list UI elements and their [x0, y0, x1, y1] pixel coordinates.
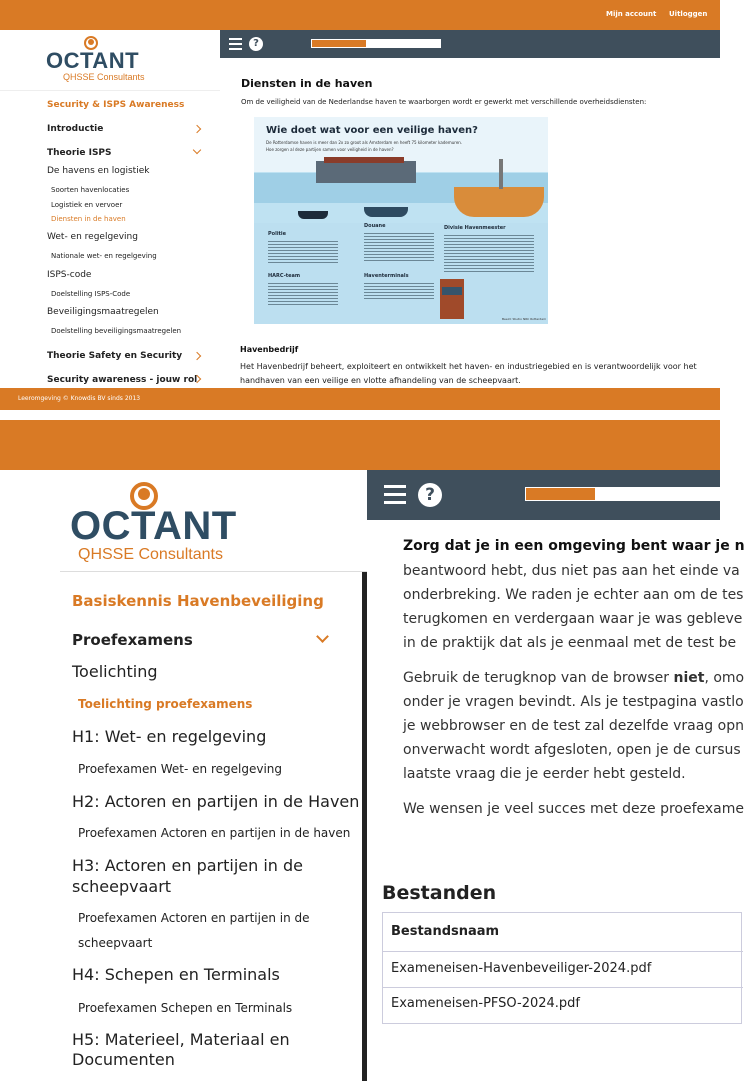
nav-h4-proefexamen[interactable]: Proefexamen Schepen en Terminals — [78, 1001, 293, 1015]
infographic-credit: Beeld: Studio NRC Rotterdam — [502, 317, 547, 321]
nav-wet-regelgeving[interactable]: Wet- en regelgeving — [47, 232, 138, 242]
nav-beveiligingsmaatregelen[interactable]: Beveiligingsmaatregelen — [47, 307, 159, 317]
logo[interactable] — [0, 30, 220, 86]
course-title[interactable]: Basiskennis Havenbeveiliging — [72, 592, 324, 610]
police-boat — [298, 211, 328, 219]
content-toolbar-top — [220, 30, 720, 58]
progress-bar — [525, 487, 725, 501]
havenmeester-text-block — [444, 233, 534, 273]
table-header: Bestandsnaam — [391, 924, 500, 939]
divider — [60, 571, 367, 572]
douane-text-block — [364, 231, 434, 261]
content-toolbar-bottom — [367, 470, 720, 520]
nav-h1-proefexamen[interactable]: Proefexamen Wet- en regelgeving — [78, 762, 283, 776]
label-haventerminals: Haventerminals — [364, 273, 409, 279]
chevron-down-icon — [316, 630, 329, 643]
paragraph-line: in de praktijk dat als je eenmaal met de test be — [403, 635, 737, 651]
logo-word: OCTANT — [46, 48, 140, 73]
my-account-link[interactable]: Mijn account — [606, 10, 657, 18]
sidebar-top — [0, 30, 220, 388]
nav-h5-line2[interactable]: Documenten — [72, 1050, 175, 1069]
nav-diensten-haven-active[interactable]: Diensten in de haven — [51, 215, 126, 223]
nav-h1[interactable]: H1: Wet- en regelgeving — [72, 727, 267, 746]
text-emphasis: niet — [673, 670, 705, 686]
divider — [383, 987, 743, 988]
nav-h4[interactable]: H4: Schepen en Terminals — [72, 965, 280, 984]
nav-havens-logistiek[interactable]: De havens en logistiek — [47, 166, 150, 176]
customs-boat — [364, 207, 408, 217]
paragraph-line: laatste vraag die je eerder hebt gesteld. — [403, 766, 686, 782]
paragraph-line: We wensen je veel succes met deze proefexame — [403, 801, 745, 817]
paragraph-line: terugkomen en verdergaan waar je was gebleve — [403, 611, 743, 627]
nav-h2[interactable]: H2: Actoren en partijen in de Haven — [72, 792, 360, 811]
sidebar-bottom — [0, 470, 367, 1081]
logo-word: OCTANT — [70, 504, 237, 548]
progress-fill — [526, 488, 595, 500]
logo-head-icon — [138, 488, 150, 500]
chevron-down-icon — [193, 146, 201, 154]
menu-icon[interactable] — [384, 485, 406, 507]
paragraph-line: handhaven van een veilige en vlotte afhandeling van de scheepvaart. — [240, 376, 521, 385]
files-heading: Bestanden — [382, 882, 497, 904]
nav-h3-proefexamen-line2[interactable]: scheepvaart — [78, 936, 153, 950]
help-icon[interactable]: ? — [249, 37, 263, 51]
logo-subtitle: QHSSE Consultants — [63, 72, 145, 82]
infographic-desc: De Rotterdamse haven is meer dan 2x zo groot als Amsterdam en heeft 75 kilometer kademuren. — [266, 140, 463, 145]
tower — [499, 159, 503, 189]
logo-subtitle: QHSSE Consultants — [78, 546, 223, 563]
progress-fill — [312, 40, 366, 47]
terminal-containers-2 — [442, 287, 462, 295]
paragraph-line: Het Havenbedrijf beheert, exploiteert en ontwikkelt het haven- en industriegebied en is verantwoordelijk voor het — [240, 362, 697, 371]
orange-ship — [454, 187, 544, 217]
page-title: Diensten in de haven — [241, 77, 373, 90]
chevron-right-icon — [193, 125, 201, 133]
nav-h3-line1[interactable]: H3: Actoren en partijen in de — [72, 856, 304, 875]
files-table — [382, 912, 742, 1024]
container-ship — [316, 161, 416, 183]
chevron-right-icon — [193, 352, 201, 360]
politie-text-block — [268, 239, 338, 265]
text-segment: Gebruik de terugknop van de browser — [403, 670, 674, 686]
logout-link[interactable]: Uitloggen — [669, 10, 708, 18]
nav-toelichting[interactable]: Toelichting — [72, 662, 158, 681]
paragraph-line: onverwacht wordt afgesloten, open je de cursus — [403, 742, 741, 758]
help-icon[interactable]: ? — [418, 483, 442, 507]
nav-doelstelling-isps[interactable]: Doelstelling ISPS-Code — [51, 290, 131, 298]
nav-isps-code[interactable]: ISPS-code — [47, 270, 92, 280]
label-douane: Douane — [364, 223, 386, 229]
paragraph-line: onder je vragen bevindt. Als je testpagina vastlo — [403, 694, 744, 710]
top-header-bar — [0, 0, 720, 30]
top-header-bar-2 — [0, 420, 720, 470]
footer — [0, 388, 720, 410]
infographic-desc: Hoe zorgen al deze partijen samen voor veiligheid in de haven? — [266, 147, 394, 152]
nav-h2-proefexamen[interactable]: Proefexamen Actoren en partijen in de haven — [78, 826, 351, 840]
terminal-containers — [440, 279, 464, 319]
intro-text: Om de veiligheid van de Nederlandse haven te waarborgen wordt er gewerkt met verschillende overheidsdiensten: — [241, 98, 647, 106]
progress-bar — [311, 39, 441, 48]
infographic — [254, 117, 548, 324]
divider — [0, 90, 220, 91]
nav-nationale-wet[interactable]: Nationale wet- en regelgeving — [51, 252, 157, 260]
menu-icon[interactable] — [229, 38, 242, 53]
paragraph-line: je webbrowser en de test zal dezelfde vraag opn — [403, 718, 744, 734]
footer-text: Leeromgeving © Knowdis BV sinds 2013 — [18, 395, 141, 402]
content-bottom — [367, 520, 745, 1081]
text-segment: , omo — [704, 670, 745, 686]
notice-bold-line: Zorg dat je in een omgeving bent waar je n — [403, 538, 745, 554]
terminals-text-block — [364, 281, 434, 301]
nav-theorie-isps[interactable]: Theorie ISPS — [47, 148, 112, 158]
harc-text-block — [268, 281, 338, 307]
paragraph-line: beantwoord hebt, dus niet pas aan het einde va — [403, 563, 740, 579]
label-havenmeester: Divisie Havenmeester — [444, 225, 506, 231]
subheading: Havenbedrijf — [240, 345, 299, 354]
nav-logistiek-vervoer[interactable]: Logistiek en vervoer — [51, 201, 123, 209]
logo-head-icon — [88, 39, 94, 45]
container-stack — [324, 157, 404, 163]
nav-h3-line2[interactable]: scheepvaart — [72, 877, 172, 896]
nav-proefexamens[interactable]: Proefexamens — [72, 631, 193, 649]
nav-h3-proefexamen-line1[interactable]: Proefexamen Actoren en partijen in de — [78, 911, 310, 925]
nav-h5-line1[interactable]: H5: Materieel, Materiaal en — [72, 1030, 290, 1049]
nav-introductie[interactable]: Introductie — [47, 124, 104, 134]
infographic-title: Wie doet wat voor een veilige haven? — [266, 125, 478, 136]
nav-toelichting-proefexamens-active[interactable]: Toelichting proefexamens — [78, 697, 253, 711]
nav-security-awareness[interactable]: Security awareness - jouw rol — [47, 375, 198, 385]
paragraph-line — [403, 670, 744, 686]
divider — [383, 951, 743, 952]
label-politie: Politie — [268, 231, 287, 237]
nav-soorten-havenlocaties[interactable]: Soorten havenlocaties — [51, 186, 130, 194]
paragraph-line: onderbreking. We raden je echter aan om de tes — [403, 587, 744, 603]
course-title[interactable]: Security & ISPS Awareness — [47, 100, 185, 110]
file-link[interactable]: Exameneisen-Havenbeveiliger-2024.pdf — [391, 961, 652, 976]
nav-theorie-safety[interactable]: Theorie Safety en Security — [47, 351, 183, 361]
file-link[interactable]: Exameneisen-PFSO-2024.pdf — [391, 996, 581, 1011]
logo[interactable] — [0, 470, 367, 570]
screenshot-gap — [0, 410, 720, 420]
nav-doelstelling-maatregelen[interactable]: Doelstelling beveiligingsmaatregelen — [51, 327, 182, 335]
label-harc: HARC-team — [268, 273, 301, 279]
